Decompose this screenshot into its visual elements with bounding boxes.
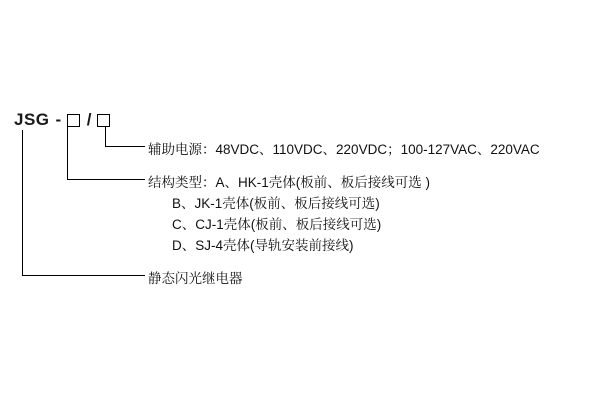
- annotation-structure-label: 结构类型：A、HK-1壳体(板前、板后接线可选 ): [148, 175, 431, 190]
- annotation-power-supply: [148, 139, 540, 160]
- leader-line-structure-vertical: [67, 126, 68, 179]
- annotation-product-name: [148, 268, 243, 289]
- model-slash: /: [86, 110, 92, 129]
- annotation-structure-option-c: C、CJ-1壳体(板前、板后接线可选): [172, 217, 382, 232]
- model-code: [14, 110, 115, 130]
- model-prefix: JSG: [14, 110, 50, 129]
- leader-line-product-horizontal: [22, 275, 145, 276]
- annotation-structure-option-d: D、SJ-4壳体(导轨安装前接线): [172, 238, 354, 253]
- annotation-product-name-label: 静态闪光继电器: [148, 271, 243, 286]
- power-code-box: [97, 114, 110, 127]
- annotation-structure-type: [148, 172, 430, 256]
- leader-line-power-horizontal: [105, 146, 145, 147]
- model-dash: -: [55, 110, 62, 129]
- leader-line-structure-horizontal: [67, 179, 145, 180]
- leader-line-product-vertical: [22, 130, 23, 275]
- annotation-power-supply-label: 辅助电源：48VDC、110VDC、220VDC；100-127VAC、220VAC: [148, 142, 540, 157]
- structure-code-box: [67, 114, 80, 127]
- leader-line-power-vertical: [105, 126, 106, 146]
- annotation-structure-option-b: B、JK-1壳体(板前、板后接线可选): [172, 196, 380, 211]
